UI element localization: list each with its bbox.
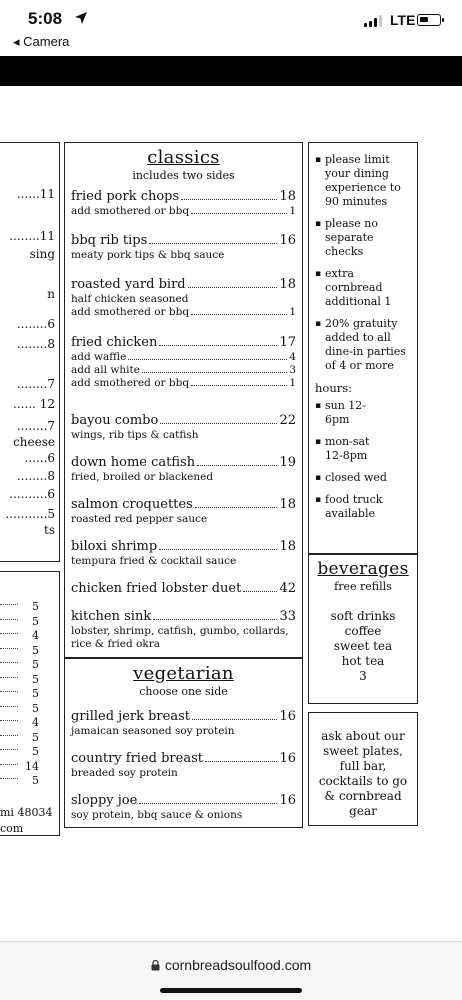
left-fragment-price: 5 <box>32 614 39 628</box>
hours-item: ▪ closed wed <box>315 471 413 485</box>
location-arrow-icon <box>74 11 88 25</box>
url-text: cornbreadsoulfood.com <box>164 957 312 973</box>
menu-item-name: fried pork chops <box>71 189 180 204</box>
menu-item-description: wings, rib tips & catfish <box>71 429 199 441</box>
left-fragment-price: 5 <box>32 730 39 744</box>
menu-item <box>71 497 296 525</box>
left-fragment-text: ..........6 <box>9 487 55 501</box>
menu-item-name: fried chicken <box>71 335 158 350</box>
beverage-price: 3 <box>359 669 367 683</box>
menu-item <box>71 413 296 441</box>
menu-item-description: half chicken seasoned <box>71 293 189 305</box>
menu-add-on: add waffle 4 <box>71 351 296 363</box>
lock-icon <box>151 960 160 971</box>
left-fragment-price: 5 <box>32 672 39 686</box>
ask-about-text: ask about our sweet plates, full bar, cocktails to go & cornbread gear <box>318 729 408 818</box>
menu-item-price: 16 <box>279 233 296 248</box>
beverages-list <box>309 609 417 684</box>
menu-item-price: 22 <box>279 413 296 428</box>
browser-url-bar[interactable] <box>0 941 462 1000</box>
left-fragment-text: ........8 <box>16 469 55 483</box>
left-fragment-price: 5 <box>32 600 39 613</box>
menu-item-price: 16 <box>279 751 296 766</box>
note-item: ▪ 20% gratuity added to all dine-in parties of 4 or more <box>315 317 413 373</box>
vegetarian-subtitle: choose one side <box>139 685 228 698</box>
menu-item-description: meaty pork tips & bbq sauce <box>71 249 225 261</box>
network-type: LTE <box>390 12 416 28</box>
menu-item-name: kitchen sink <box>71 609 152 624</box>
left-fragment-text: ...........5 <box>5 507 55 521</box>
left-menu-panel-top <box>0 142 60 562</box>
left-fragment-price: 5 <box>32 643 39 657</box>
menu-item-description: tempura fried & cocktail sauce <box>71 555 237 567</box>
hours-title: hours: <box>315 381 353 395</box>
menu-item-name: sloppy joe <box>71 793 138 808</box>
status-bar <box>0 0 462 56</box>
left-fragment-text: n <box>47 287 55 301</box>
classics-title: classics <box>147 147 220 168</box>
menu-item-price: 18 <box>279 189 296 204</box>
left-fragment-price: 5 <box>32 701 39 715</box>
vegetarian-title: vegetarian <box>133 663 234 684</box>
menu-item-price: 19 <box>279 455 296 470</box>
hours-item: ▪ mon-sat 12-8pm <box>315 435 385 463</box>
hours-item: ▪ food truck available <box>315 493 395 521</box>
menu-item-price: 16 <box>279 709 296 724</box>
menu-item-name: salmon croquettes <box>71 497 193 512</box>
left-fragment-text: ts <box>44 523 55 537</box>
menu-item-name: down home catfish <box>71 455 196 470</box>
status-time: 5:08 <box>28 9 63 28</box>
note-item: ▪ please no separate checks <box>315 217 413 259</box>
left-fragment-text: ........7 <box>16 419 55 433</box>
menu-item-price: 18 <box>279 539 296 554</box>
left-fragment-price: 4 <box>32 629 39 642</box>
menu-item <box>71 751 296 779</box>
beverages-title: beverages <box>317 559 409 579</box>
menu-item-price: 17 <box>279 335 296 350</box>
menu-item-name: chicken fried lobster duet <box>71 581 242 596</box>
menu-add-on: add smothered or bbq 1 <box>71 306 296 318</box>
left-fragment-price: 5 <box>32 687 39 700</box>
menu-item <box>71 581 296 596</box>
left-fragment-price: 5 <box>32 658 39 671</box>
left-fragment-text: ......11 <box>16 187 55 201</box>
menu-item <box>71 609 296 650</box>
left-fragment-text: ........6 <box>16 317 55 331</box>
left-fragment-text: sing <box>29 247 55 261</box>
left-fragment-price: 5 <box>32 774 39 787</box>
vegetarian-section <box>64 658 303 828</box>
menu-item-price: 18 <box>279 497 296 512</box>
menu-item-description: breaded soy protein <box>71 767 178 779</box>
menu-add-on: add all white 3 <box>71 364 296 376</box>
menu-add-on: add smothered or bbq 1 <box>71 377 296 389</box>
classics-subtitle: includes two sides <box>132 169 235 182</box>
beverage-item: sweet tea <box>333 639 393 653</box>
left-fragment-price: 14 <box>25 759 39 773</box>
menu-item <box>71 335 296 389</box>
menu-item <box>71 539 296 567</box>
left-fragment-text: ...... 12 <box>13 397 55 411</box>
menu-item <box>71 189 296 217</box>
beverages-section <box>308 554 418 704</box>
beverages-subtitle: free refills <box>334 580 392 593</box>
menu-item-price: 16 <box>279 793 296 808</box>
menu-item-description: lobster, shrimp, catfish, gumbo, collards, <box>71 625 289 637</box>
left-fragment-price: 4 <box>32 716 39 729</box>
left-web-fragment: com <box>0 822 24 835</box>
menu-item-name: country fried breast <box>71 751 203 766</box>
menu-item-description: roasted red pepper sauce <box>71 513 208 525</box>
home-indicator[interactable] <box>160 988 302 993</box>
menu-item-description: soy protein, bbq sauce & onions <box>71 809 243 821</box>
hours-list <box>309 395 417 521</box>
menu-item <box>71 277 296 318</box>
hours-item: ▪ sun 12-6pm <box>315 399 385 427</box>
left-fragment-text: cheese <box>13 435 55 449</box>
menu-add-on: add smothered or bbq 1 <box>71 205 296 217</box>
ask-about-panel <box>308 712 418 826</box>
beverage-item: soft drinks <box>330 609 396 623</box>
battery-icon <box>417 14 441 26</box>
menu-item-price: 33 <box>279 609 296 624</box>
menu-item <box>71 793 296 821</box>
menu-item-description: fried, broiled or blackened <box>71 471 214 483</box>
image-viewer-top-bar <box>0 56 462 86</box>
menu-item <box>71 455 296 483</box>
notes-list <box>309 143 417 373</box>
menu-item-name: biloxi shrimp <box>71 539 158 554</box>
left-menu-panel-bottom <box>0 571 60 836</box>
menu-item-description: rice & fried okra <box>71 638 160 650</box>
info-panel <box>308 142 418 554</box>
left-address-fragment: mi 48034 <box>0 806 53 819</box>
left-fragment-text: ......6 <box>24 451 55 465</box>
beverage-item: hot tea <box>341 654 385 668</box>
note-item: ▪ extra cornbread additional 1 <box>315 267 413 309</box>
menu-image <box>0 86 462 941</box>
menu-item-price: 18 <box>279 277 296 292</box>
menu-item <box>71 233 296 261</box>
menu-item-name: roasted yard bird <box>71 277 186 292</box>
left-fragment-text: ........11 <box>9 229 55 243</box>
menu-item <box>71 709 296 737</box>
menu-item-name: bbq rib tips <box>71 233 148 248</box>
left-fragment-text: ........7 <box>16 377 55 391</box>
menu-item-description: jamaican seasoned soy protein <box>71 725 235 737</box>
menu-item-name: grilled jerk breast <box>71 709 190 724</box>
classics-section <box>64 142 303 658</box>
left-fragment-price: 5 <box>32 745 39 758</box>
back-to-camera-link[interactable]: ◂ Camera <box>13 34 70 49</box>
menu-item-name: bayou combo <box>71 413 159 428</box>
menu-item-price: 42 <box>279 581 296 596</box>
beverage-item: coffee <box>344 624 382 638</box>
note-item: ▪ please limit your dining experience to 90 minutes <box>315 153 413 209</box>
cellular-signal-icon <box>364 15 382 27</box>
left-fragment-text: ........8 <box>16 337 55 351</box>
